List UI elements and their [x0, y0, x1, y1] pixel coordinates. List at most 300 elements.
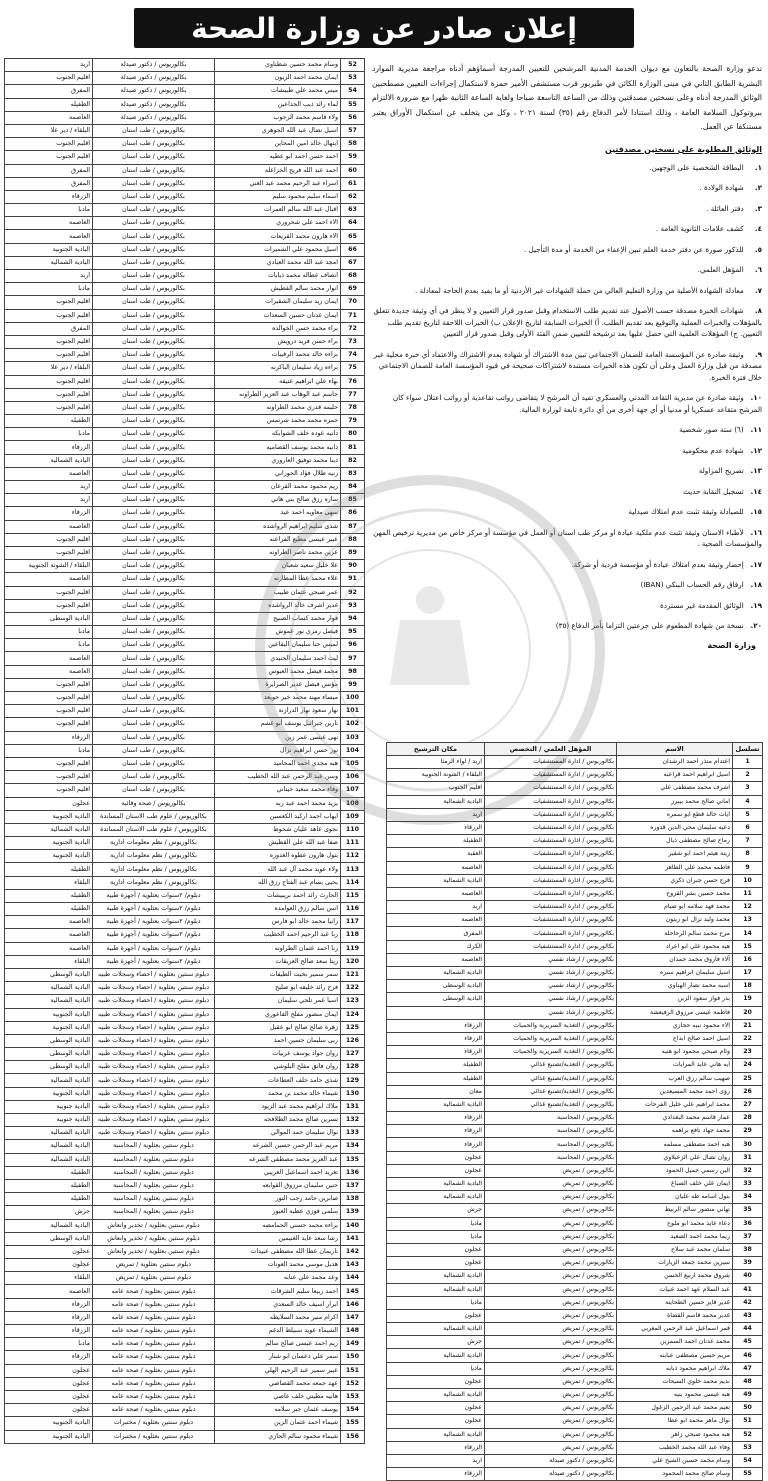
document-item-text: الوثائق المقدمة غير مستردة	[660, 600, 744, 610]
row-location: اقليم الجنوب	[5, 138, 93, 151]
row-qualification: بكالوريوس / طب اسنان	[93, 151, 215, 164]
row-serial: 56	[341, 111, 365, 124]
row-qualification: بكالوريوس / تمريض	[485, 1402, 617, 1415]
table-row	[5, 217, 365, 230]
row-name: احمد حسن احمد ابو عطيه	[215, 151, 341, 164]
row-qualification: بكالوريوس / ادارة المستشفيات	[485, 848, 617, 861]
row-serial: 30	[733, 1138, 763, 1151]
row-serial: 127	[341, 1048, 365, 1061]
table-row	[387, 1046, 763, 1059]
row-qualification: دبلوم سنتين بعثلوية / صحة عامه	[93, 1285, 215, 1298]
row-location: اقليم الجنوب	[5, 151, 93, 164]
document-item-text: لأطباء الاسنان وثيقة تثبت عدم ملكية عيادة او مركز طب اسنان أو العمل في مؤسسة أو مركز خاص من مديرية ترخيص المهن والمؤسسات الصحية .	[373, 527, 762, 548]
row-qualification: بكالوريوس / طب اسنان	[93, 586, 215, 599]
row-location: البلقاء	[5, 876, 93, 889]
table-row	[5, 889, 365, 902]
row-qualification: دبلوم سنتين بعثلوية / احصاء وسجلات طبيه	[93, 1100, 215, 1113]
row-location: البادية الوسطى	[5, 1061, 93, 1074]
row-qualification: دبلوم سنتين بعثلوية / مختبرات	[93, 1417, 215, 1430]
row-location: الزرقاء	[387, 1046, 485, 1059]
row-name: محمد فهد سلامه ابو صيام	[617, 901, 733, 914]
table-row	[5, 1245, 365, 1258]
row-name: ايهاب احمد اركيد الكعسين	[215, 810, 341, 823]
table-row	[5, 401, 365, 414]
row-location: اربد	[5, 494, 93, 507]
row-name: محمد فيصل محمد العبوس	[215, 665, 341, 678]
row-location: اقليم الجنوب	[5, 309, 93, 322]
row-serial: 117	[341, 916, 365, 929]
row-serial: 154	[341, 1404, 365, 1417]
document-item	[372, 182, 762, 194]
row-qualification: بكالوريوس / طب اسنان	[93, 270, 215, 283]
row-serial: 89	[341, 546, 365, 559]
row-name: نارين جبرائيل يوسف أبو غشم	[215, 718, 341, 731]
row-name: عبير عيسى مطيع الفراعنه	[215, 533, 341, 546]
table-row	[387, 848, 763, 861]
row-location: اقليم الجنوب	[5, 375, 93, 388]
row-qualification: دبلوم سنتين بعثلوية / صحة عامه	[93, 1298, 215, 1311]
row-qualification: بكالوريوس / ادارة المستشفيات	[485, 901, 617, 914]
row-serial: 115	[341, 889, 365, 902]
row-name: غدير فايز حسين الطحاينة	[617, 1296, 733, 1309]
row-name: براءه زياد سليمان الباكرنه	[215, 362, 341, 375]
row-serial: 137	[341, 1179, 365, 1192]
table-row	[387, 1204, 763, 1217]
row-serial: 38	[733, 1243, 763, 1256]
row-serial: 2	[733, 769, 763, 782]
document-item-number: ٩.	[754, 349, 762, 359]
row-location: الزرقاء	[387, 1032, 485, 1045]
row-qualification: بكالوريوس / التغذية/تصنيع غذائي	[485, 1098, 617, 1111]
table-row	[5, 349, 365, 362]
row-qualification: بكالوريوس / ارشاد نفسي	[485, 980, 617, 993]
document-item	[372, 349, 762, 384]
row-serial: 64	[341, 217, 365, 230]
row-location: اقليم الجنوب	[5, 718, 93, 731]
row-qualification: دبلوم سنتين بعثلوية / احصاء وسجلات طبيه	[93, 995, 215, 1008]
row-qualification: دبلوم سنتين بعثلوية / احصاء وسجلات طبيه	[93, 1087, 215, 1100]
document-item-text: تصريح المزاولة	[698, 466, 744, 475]
row-location: البادية الشمالية	[387, 1323, 485, 1336]
row-location: البادية الجنوبية	[5, 1021, 93, 1034]
row-location: البادية الجنوبية	[5, 850, 93, 863]
row-location: عجلون	[5, 797, 93, 810]
row-name: علا خليل سعيد شعبان	[215, 560, 341, 573]
row-name: الاء احمد علي شحروري	[215, 217, 341, 230]
row-name: صفا عبد الله علي القطيش	[215, 837, 341, 850]
document-item-text: للذكور صورة عن دفتر خدمة العلم تبين الإعفاء من الخدمة أو مدة التأجيل .	[523, 244, 744, 254]
row-name: رانيا محمد خالد ابو فارس	[215, 916, 341, 929]
row-location: البادية الجنوبية	[5, 1008, 93, 1021]
row-serial: 21	[733, 1019, 763, 1032]
row-serial: 54	[341, 85, 365, 98]
row-location: ماديا	[387, 1230, 485, 1243]
row-location: جرش	[387, 1336, 485, 1349]
row-name: صهيب سالم رزق العرب	[617, 1072, 733, 1085]
row-name: ريما محمد احمد الصعيد	[617, 1230, 733, 1243]
row-serial: 29	[733, 1125, 763, 1138]
row-location: اقليم الجنوب	[387, 782, 485, 795]
row-qualification: دبلوم سنتين بعثلوية / احصاء وسجلات طبيه	[93, 1008, 215, 1021]
row-location: العاصمة	[387, 914, 485, 927]
row-name: الاء محمود نبيه حجازي	[617, 1019, 733, 1032]
row-name: مرح محمد سالم الرحاحلة	[617, 927, 733, 940]
row-location: الطفيله	[5, 1179, 93, 1192]
row-location: اقليم الجنوب	[5, 72, 93, 85]
row-qualification: بكالوريوس / التغذية/تصنيع غذائي	[485, 1072, 617, 1085]
row-location: العاصمة	[5, 652, 93, 665]
table-row	[5, 138, 365, 151]
row-serial: 130	[341, 1087, 365, 1100]
row-serial: 111	[341, 837, 365, 850]
table-row	[5, 1351, 365, 1364]
row-qualification: دبلوم سنتين بعثلوية / صحة عامه	[93, 1390, 215, 1403]
document-item-text: البطاقة الشخصية على الوجهين.	[649, 162, 744, 172]
row-qualification: بكالوريوس / تمريض	[485, 1230, 617, 1243]
row-name: بهاء علي ابراهيم عتيقة	[215, 375, 341, 388]
table-row	[5, 876, 365, 889]
table-row	[387, 953, 763, 966]
row-qualification: بكالوريوس / ادارة المستشفيات	[485, 914, 617, 927]
row-serial: 150	[341, 1351, 365, 1364]
document-item-number: ١١.	[750, 425, 762, 434]
row-serial: 66	[341, 243, 365, 256]
row-location: البادية الشمالية	[5, 823, 93, 836]
row-location: الزرقاء	[5, 1311, 93, 1324]
row-name: رماح صالح مصطفى ذيال	[617, 835, 733, 848]
row-name: مؤنس فيصل عدير الصرايرة	[215, 678, 341, 691]
row-serial: 59	[341, 151, 365, 164]
row-qualification: بكالوريوس / طب اسنان	[93, 256, 215, 269]
row-serial: 14	[733, 927, 763, 940]
row-qualification: بكالوريوس / طب اسنان	[93, 494, 215, 507]
row-serial: 103	[341, 731, 365, 744]
document-item	[372, 223, 762, 235]
row-qualification: بكالوريوس / علوم طب الاسنان المساندة	[93, 810, 215, 823]
row-name: اسيل ابراهيم احمد قراعبه	[617, 769, 733, 782]
row-location	[387, 1006, 485, 1019]
row-location: عجلون	[387, 1402, 485, 1415]
row-serial: 74	[341, 349, 365, 362]
row-name: يحيى بسام عبد الفتاح رزق الله	[215, 876, 341, 889]
row-qualification: بكالوريوس / ادارة المستشفيات	[485, 835, 617, 848]
row-name: سهى معاويه احمد عيد	[215, 507, 341, 520]
row-name: سمر علي دعسان ابو شنار	[215, 1351, 341, 1364]
table-row	[387, 795, 763, 808]
row-location: عجلون	[387, 1375, 485, 1388]
row-qualification: بكالوريوس / طب اسنان	[93, 349, 215, 362]
row-serial: 22	[733, 1032, 763, 1045]
row-location: البادية الجنوبية	[5, 837, 93, 850]
row-name: امجد عبد الله محمد العبادي	[215, 256, 341, 269]
table-row	[387, 1125, 763, 1138]
row-location: اقليم الجنوب	[5, 586, 93, 599]
row-qualification: بكالوريوس / تمريض	[485, 1349, 617, 1362]
document-item-text: إحضار وثيقة بعدم امتلاك عيادة أو مؤسسة فردية أو شركة.	[571, 559, 744, 569]
row-name: محمد جهاد نافع براهمه	[617, 1125, 733, 1138]
header-qualification: المؤهل العلمي / التخصص	[485, 743, 617, 756]
row-name: وئام صبحي محمود ابو هنيه	[617, 1046, 733, 1059]
document-item-text: المؤهل العلمي.	[697, 265, 744, 274]
row-name: ايات خالد قطع ابو سمره	[617, 808, 733, 821]
table-row	[5, 98, 365, 111]
row-location: جرش	[5, 1206, 93, 1219]
row-location: البادية الشمالية	[5, 1140, 93, 1153]
row-serial: 144	[341, 1272, 365, 1285]
row-name: زهرة صالح صالح ابو عقيل	[215, 1021, 341, 1034]
row-name: ميساء مهند محمد خير جويعد	[215, 692, 341, 705]
row-location: اقليم الجنوب	[5, 771, 93, 784]
row-serial: 15	[733, 940, 763, 953]
table-row	[5, 415, 365, 428]
table-row	[387, 769, 763, 782]
row-location: البادية الشمالية	[387, 1178, 485, 1191]
row-location: البادية الشمالية	[387, 1191, 485, 1204]
row-location: اقليم الجنوب	[5, 784, 93, 797]
row-name: اسيل نضال عبد الله الجوهري	[215, 124, 341, 137]
row-serial: 133	[341, 1127, 365, 1140]
row-name: مريم حسين مصطفى عبابنه	[617, 1349, 733, 1362]
row-name: اسماء سليم محمود سليم	[215, 190, 341, 203]
table-row	[387, 993, 763, 1006]
document-item-number: ١٨.	[750, 580, 762, 589]
table-row	[5, 612, 365, 625]
candidates-table-right-header	[387, 743, 763, 756]
row-location: اربد / لواء الرمثا	[387, 756, 485, 769]
row-location: عجلون	[387, 1415, 485, 1428]
row-qualification: بكالوريوس / طب اسنان	[93, 533, 215, 546]
row-serial: 11	[733, 887, 763, 900]
row-location: البلقاء / الشونة الجنوبية	[5, 560, 93, 573]
row-serial: 96	[341, 639, 365, 652]
row-qualification: دبلوم سنتين بعثلوية / تخدير وانعاش	[93, 1219, 215, 1232]
row-location: العاصمة	[5, 573, 93, 586]
row-qualification: دبلوم سنتين بعثلوية / المحاسبة	[93, 1179, 215, 1192]
document-item-text: كشف علامات الثانوية العامة .	[655, 224, 744, 233]
row-serial: 142	[341, 1245, 365, 1258]
table-row	[5, 626, 365, 639]
table-row	[5, 757, 365, 770]
row-qualification: دبلوم سنتين بعثلوية / صحة عامه	[93, 1377, 215, 1390]
document-item	[372, 486, 762, 498]
row-serial: 46	[733, 1349, 763, 1362]
table-row	[387, 1428, 763, 1441]
row-name: فيصل رمزي نور عموش	[215, 626, 341, 639]
row-serial: 6	[733, 821, 763, 834]
row-serial: 31	[733, 1151, 763, 1164]
document-item	[372, 506, 762, 518]
row-name: جاسم عبد الوهاب عبد العزيز الطراونه	[215, 388, 341, 401]
row-name: حليمه قدري محمد الطراونه	[215, 401, 341, 414]
row-location: الزرقاء	[387, 1468, 485, 1481]
row-qualification: بكالوريوس / طب اسنان	[93, 599, 215, 612]
document-item	[372, 264, 762, 276]
row-location: مادبا	[5, 639, 93, 652]
row-serial: 91	[341, 573, 365, 586]
row-location: البادية الشمالية	[5, 1219, 93, 1232]
table-row	[5, 428, 365, 441]
row-serial: 18	[733, 980, 763, 993]
row-serial: 109	[341, 810, 365, 823]
table-row	[387, 782, 763, 795]
row-qualification: بكالوريوس / التغذية السريرية والحميات	[485, 1046, 617, 1059]
row-serial: 60	[341, 164, 365, 177]
table-row	[5, 204, 365, 217]
row-qualification: بكالوريوس / طب اسنان	[93, 771, 215, 784]
row-name: فرح حسن جبران ذكري	[617, 874, 733, 887]
row-name: براء محمد حسن الخوالده	[215, 322, 341, 335]
row-location: مادبا	[5, 204, 93, 217]
row-name: ايمان علي خلف الصباغ	[617, 1178, 733, 1191]
row-location: الطفيلة	[387, 1059, 485, 1072]
row-location: اقليم الجنوب	[5, 335, 93, 348]
row-qualification: بكالوريوس / طب اسنان	[93, 190, 215, 203]
row-location: مادبا	[5, 283, 93, 296]
table-row	[387, 1019, 763, 1032]
row-serial: 58	[341, 138, 365, 151]
row-name: نعيم محمد عبد الرحمن الزغول	[617, 1402, 733, 1415]
row-name: نهار سعود نهار الدرازنة	[215, 705, 341, 718]
table-row	[5, 916, 365, 929]
row-name: روان فاتق مفلح البلوشي	[215, 1061, 341, 1074]
row-qualification: بكالوريوس / تمريض	[485, 1323, 617, 1336]
row-serial: 17	[733, 967, 763, 980]
row-serial: 132	[341, 1114, 365, 1127]
table-row	[5, 1298, 365, 1311]
table-row	[5, 797, 365, 810]
row-location: عجلون	[5, 1377, 93, 1390]
row-qualification: دبلوم سنتين بعثلوية / صحة عامه	[93, 1325, 215, 1338]
row-serial: 10	[733, 874, 763, 887]
document-item-number: ٥.	[754, 244, 762, 254]
table-row	[5, 243, 365, 256]
row-qualification: دبلوم سنتين بعثلوية / صحة عامه	[93, 1404, 215, 1417]
row-qualification: بكالوريوس / تمريض	[485, 1217, 617, 1230]
row-qualification: بكالوريوس / نظم معلومات ادارية	[93, 863, 215, 876]
row-location: اقليم الجنوب	[5, 599, 93, 612]
table-row	[5, 388, 365, 401]
row-name: لماء رائد ذيب الجداعين	[215, 98, 341, 111]
table-row	[387, 756, 763, 769]
document-item-number: ١٣.	[750, 466, 762, 475]
document-item	[372, 527, 762, 550]
table-row	[5, 283, 365, 296]
row-location: اقليم الجنوب	[5, 349, 93, 362]
row-qualification: بكالوريوس / طب اسنان	[93, 204, 215, 217]
table-row	[387, 1138, 763, 1151]
row-serial: 53	[733, 1441, 763, 1454]
row-name: الاء هارون محمد القريعات	[215, 230, 341, 243]
row-name: محمد وليد نزال ابو زيتون	[617, 914, 733, 927]
table-row	[5, 72, 365, 85]
row-serial: 72	[341, 322, 365, 335]
row-location: البادية الشمالية	[387, 874, 485, 887]
row-name: ايه هاني عايد المرايات	[617, 1059, 733, 1072]
row-location: اقليم الجنوب	[5, 296, 93, 309]
row-serial: 85	[341, 494, 365, 507]
row-qualification: بكالوريوس / طب اسنان	[93, 678, 215, 691]
row-location: الزرقاء	[5, 1298, 93, 1311]
table-row	[5, 1338, 365, 1351]
row-serial: 113	[341, 863, 365, 876]
row-serial: 25	[733, 1072, 763, 1085]
row-serial: 62	[341, 190, 365, 203]
row-qualification: بكالوريوس / طب اسنان	[93, 652, 215, 665]
document-item	[372, 600, 762, 612]
row-qualification: بكالوريوس / تمريض	[485, 1336, 617, 1349]
row-serial: 151	[341, 1364, 365, 1377]
table-row	[5, 1272, 365, 1285]
row-name: نوال سليمان حمد الموالي	[215, 1127, 341, 1140]
row-location: المفرق	[5, 164, 93, 177]
row-location: العاصمة	[5, 665, 93, 678]
row-qualification: بكالوريوس / ارشاد نفسي	[485, 1006, 617, 1019]
row-name: محمد حسين بشر القروح	[617, 887, 733, 900]
table-row	[5, 59, 365, 72]
row-location: البادية الشمالية	[387, 1270, 485, 1283]
row-qualification: دبلوم/ ٢سنوات بعثلوية / أجهزة طبية	[93, 955, 215, 968]
row-serial: 88	[341, 533, 365, 546]
table-row	[387, 914, 763, 927]
table-row	[5, 270, 365, 283]
table-row	[5, 1364, 365, 1377]
row-qualification: بكالوريوس / طب اسنان	[93, 705, 215, 718]
candidates-table-right	[386, 742, 763, 1481]
row-serial: 65	[341, 230, 365, 243]
row-location: عجلون	[5, 1245, 93, 1258]
row-name: وفاء محمد سعيد خيتاني	[215, 784, 341, 797]
row-qualification: بكالوريوس / تمريض	[485, 1375, 617, 1388]
row-location: العاصمة	[5, 230, 93, 243]
row-qualification: بكالوريوس / طب اسنان	[93, 757, 215, 770]
row-name: عهد جمعه محمد القصاصي	[215, 1377, 341, 1390]
row-serial: 152	[341, 1377, 365, 1390]
row-name: هيه محمود علي ابو اعراد	[617, 940, 733, 953]
table-row	[5, 1166, 365, 1179]
row-serial: 129	[341, 1074, 365, 1087]
row-location: البادية الجنوبية	[5, 1417, 93, 1430]
row-location: عجلون	[387, 1164, 485, 1177]
row-serial: 121	[341, 968, 365, 981]
row-location: المفرق	[5, 322, 93, 335]
row-qualification: بكالوريوس / طب اسنان	[93, 230, 215, 243]
document-item-number: ٦.	[754, 265, 762, 274]
table-row	[5, 507, 365, 520]
row-qualification: بكالوريوس / طب اسنان	[93, 520, 215, 533]
row-qualification: بكالوريوس / تمريض	[485, 1178, 617, 1191]
row-location: البادية الوسطى	[387, 980, 485, 993]
row-name: ريتا سعد صالح العريقات	[215, 955, 341, 968]
row-serial: 7	[733, 835, 763, 848]
row-name: اسيل محمود علي الشميرات	[215, 243, 341, 256]
row-location: العاصمة	[5, 916, 93, 929]
row-serial: 75	[341, 362, 365, 375]
table-row	[387, 874, 763, 887]
row-location: عجلون	[5, 1404, 93, 1417]
row-location: البادية الشمالية	[387, 1389, 485, 1402]
row-qualification: دبلوم سنتين بعثلوية / تمريض	[93, 1272, 215, 1285]
row-name: ملاك ابراهيم محمد عبد الزيود	[215, 1100, 341, 1113]
row-serial: 42	[733, 1296, 763, 1309]
row-location: العاصمة	[5, 942, 93, 955]
document-item-number: ١٥.	[750, 507, 762, 516]
table-row	[387, 1230, 763, 1243]
row-location: البادية الشمالية	[387, 1098, 485, 1111]
row-location: اقليم الجنوب	[5, 388, 93, 401]
row-name: آلاء فاروق محمد حمدان	[617, 953, 733, 966]
row-location: البادية الوسطى	[5, 968, 93, 981]
table-row	[387, 1336, 763, 1349]
